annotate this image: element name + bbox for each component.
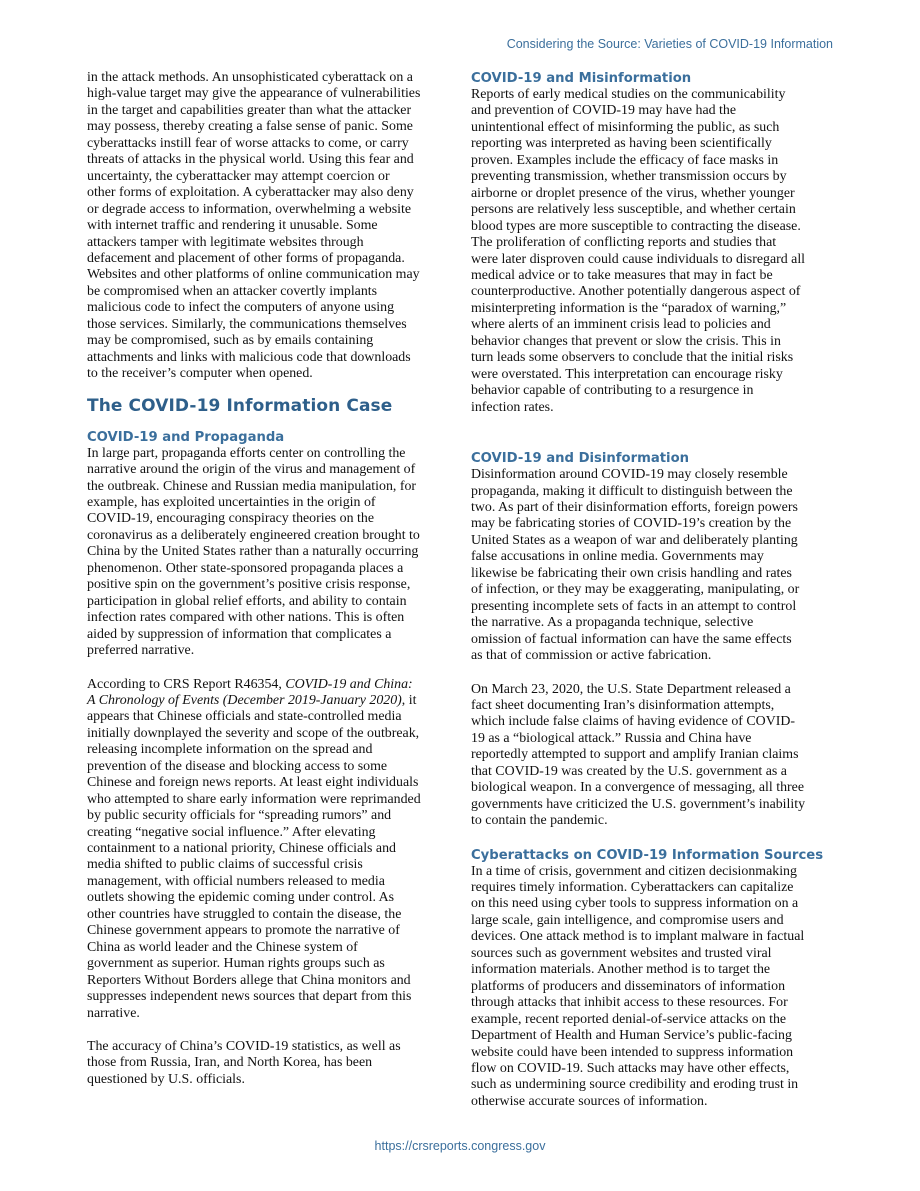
intro-paragraph: in the attack methods. An unsophisticated cyberattack on a high-value target may give the appearance of vulnerabilities in the target and capabilities greater than what the attacker may possess, thereby creating a false sense of panic. Some cyberattacks instill fear of worse attacks to come, or carry threats of attacks in the physical world. Using this fear and uncertainty, the cyberattacker may attempt coercion or other forms of exploitation. A cyberattacker may also deny or degrade access to information, overwhelming a website with internet traffic and rendering it unusable. Some attackers tamper with legitimate websites through defacement and placement of other forms of propaganda. Websites and other platforms of online communication may be compromised when an attacker covertly implants malicious code to infect the computers of anyone using those services. Similarly, the communications themselves may be compromised, such as by emails containing attachments and links with malicious code that downloads to the receiver’s computer when opened. xyxy=(87,70,421,382)
propaganda-paragraph-3: The accuracy of China’s COVID-19 statistics, as well as those from Russia, Iran, and North Korea, has been questioned by U.S. officials. xyxy=(87,1039,401,1087)
disinformation-paragraph-2: On March 23, 2020, the U.S. State Department released a fact sheet documenting Iran’s disinformation attempts, which include false claims of having evidence of COVID- 19 as a “biological attack.” Russia and China have reportedly attempted to support and amplify Iranian claims that COVID-19 was created by the U.S. government as a biological weapon. In a convergence of messaging, all three governments have criticized the U.S. government’s inability to contain the pandemic. xyxy=(471,681,806,829)
section-heading: The COVID-19 Information Case xyxy=(87,395,393,416)
footer-url[interactable]: https://crsreports.congress.gov xyxy=(374,1139,546,1153)
report-title: COVID-19 and China: A Chronology of Events (December 2019-January 2020) xyxy=(87,676,413,708)
cyberattacks-paragraph: In a time of crisis, government and citizen decisionmaking requires timely information. Cyberattackers can capitalize on this need using cyber tools to suppress information on a large scale, gain intelligence, and compromise users and devices. One attack method is to implant malware in factual sources such as government websites and trusted viral information materials. Another method is to target the platforms of producers and disseminators of information through attacks that inhibit access to these resources. For example, recent reported denial-of-service attacks on the Department of Health and Human Service’s public-facing website could have been intended to suppress information flow on COVID-19. Such attacks may have other effects, such as undermining source credibility and eroding trust in otherwise accurate sources of information. xyxy=(471,863,805,1109)
cyberattacks-heading: Cyberattacks on COVID-19 Information Sources xyxy=(471,847,824,863)
misinformation-paragraph: Reports of early medical studies on the communicability and prevention of COVID-19 may have had the unintentional effect of misinforming the public, as such reporting was interpreted as having been scientifically proven. Examples include the efficacy of face masks in preventing transmission, whether transmission occurs by airborne or droplet presence of the virus, whether younger persons are relatively less susceptible, and whether certain blood types are more susceptible to contracting the disease. The proliferation of conflicting reports and studies that were later disproven could cause individuals to disregard all medical advice or to take measures that may in fact be counterproductive. Another potentially dangerous aspect of misinterpreting information is the “paradox of warning,” where alerts of an imminent crisis lead to policies and behavior changes that prevent or slow the crisis. This in turn leads some observers to conclude that the initial risks were overstated. This interpretation can encourage risky behavior capable of contributing to a resurgence in infection rates. xyxy=(471,87,806,415)
disinformation-paragraph-1: Disinformation around COVID-19 may closely resemble propaganda, making it difficult to distinguish between the two. As part of their disinformation efforts, foreign powers may be fabricating stories of COVID-19’s creation by the United States as a weapon of war and deliberately planting false accusations in online media. Governments may likewise be fabricating their own crisis handling and rates of infection, or they may be exaggerating, manipulating, or presenting incomplete sets of facts in an attempt to control the narrative. As a propaganda technique, selective omission of factual information can have the same effects as that of commission or active fabrication. xyxy=(471,467,800,664)
propaganda-paragraph-1: In large part, propaganda efforts center on controlling the narrative around the origin of the virus and management of the outbreak. Chinese and Russian media manipulation, for example, has exploited uncertainties in the origin of COVID-19, encouraging conspiracy theories on the coronavirus as a deliberately engineered creation brought to China by the United States rather than a naturally occurring phenomenon. Other state-sponsored propaganda places a positive spin on the government’s positive crisis response, participation in global relief efforts, and ability to contain infection rates compared with other nations. This is often aided by suppression of information that complicates a preferred narrative. xyxy=(87,445,420,659)
report-citation-lead: According to CRS Report R46354, xyxy=(87,676,286,692)
report-citation-body: , it appears that Chinese officials and state-controlled media initially downplayed the severity and scope of the outbreak, releasing incomplete information on the spread and prevention of the disease and blocking access to some Chinese and foreign news reports. At least eight individuals who attempted to share early information were reprimanded by public security officials for “spreading rumors” and creating “negative social influence.” After elevating containment to a national priority, Chinese officials and media shifted to public claims of successful crisis management, with official numbers released to media outlets showing the epidemic coming under control. As other countries have struggled to contain the disease, the Chinese government appears to promote the narrative of China as world leader and the Chinese system of government as superior. Human rights groups such as Reporters Without Borders allege that China monitors and suppresses independent news sources that depart from this narrative. xyxy=(87,692,421,1021)
propaganda-paragraph-2 xyxy=(87,677,449,1023)
running-header: Considering the Source: Varieties of COVID-19 Information xyxy=(506,37,833,51)
misinformation-heading: COVID-19 and Misinformation xyxy=(471,71,692,86)
propaganda-heading: COVID-19 and Propaganda xyxy=(87,429,285,445)
left-column xyxy=(87,70,449,1088)
disinformation-heading: COVID-19 and Disinformation xyxy=(471,451,690,467)
right-column xyxy=(471,70,833,1110)
